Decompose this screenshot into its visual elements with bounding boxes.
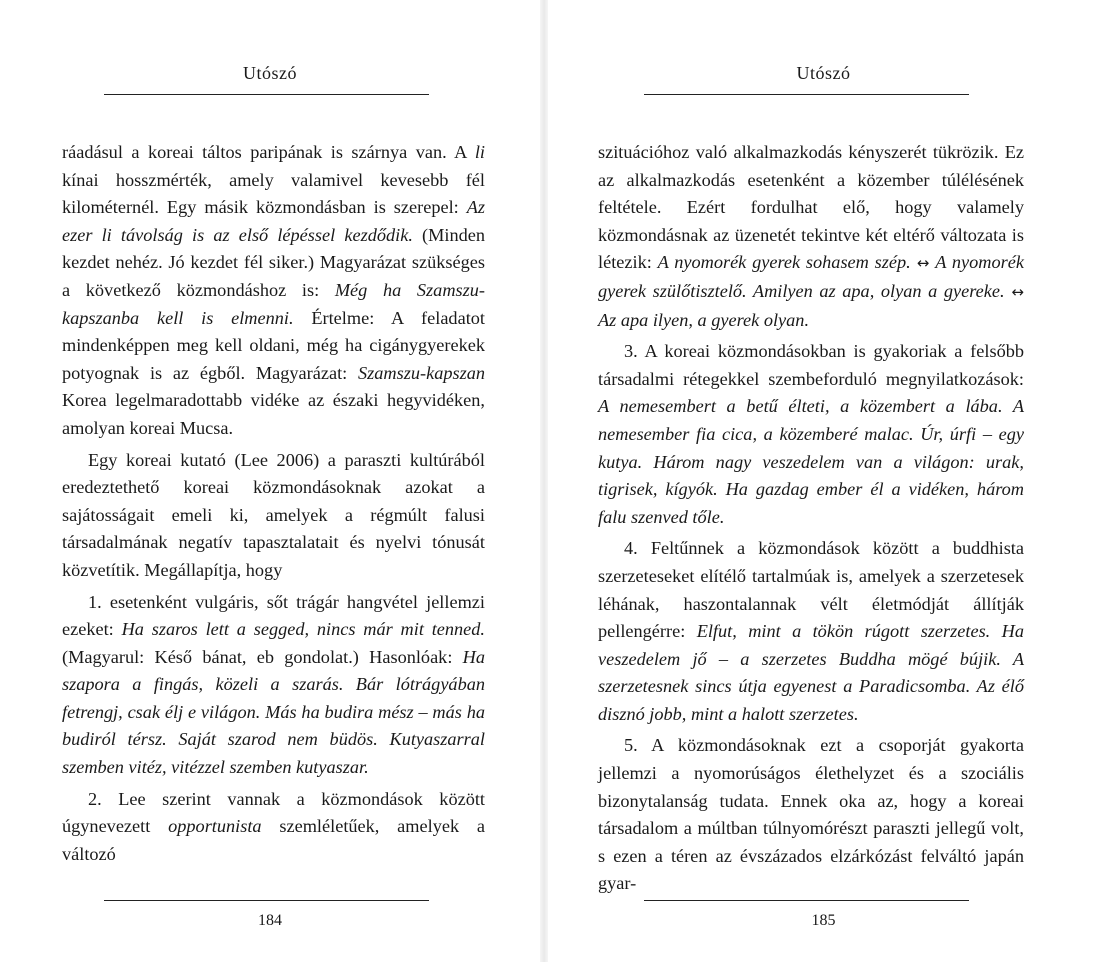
text-run: Korea legelmaradottabb vidéke az északi hegyvidéken, amolyan koreai Mucsa. (62, 390, 485, 438)
paragraph (598, 139, 1024, 334)
text-run: Egy koreai kutató (Lee 2006) a paraszti kultúrából eredeztethető koreai közmondásoknak azokat a sajátosságait emeli ki, amelyek a régmúlt falusi társadalmának negatív tapasztalatait és nyelvi tónusát közvetítik. Megállapítja, hogy (62, 449, 485, 580)
page-number: 185 (811, 912, 836, 929)
italic-run: A nyomorék gyerek szülőtisztelő. Amilyen az apa, olyan a gyereke. (598, 252, 1024, 301)
left-page (0, 0, 540, 962)
italic-run: Szamszu-kapszan (358, 362, 485, 383)
text-run: 5. A közmondásoknak ezt a csoporját gyakorta jellemzi a nyomorúságos élethelyzet és a szociális bizonytalanság tudata. Ennek oka az, hogy a koreai társadalom a múltban túlnyomórészt paraszti jellegű volt, s ezen a téren az évszázados elzárkózást felváltó japán gyar- (598, 735, 1024, 894)
footer-rule (644, 900, 969, 901)
text-run: szituációhoz való alkalmazkodás kényszerét tükrözik. Ez az alkalmazkodás esetenként a közember túlélésének feltétele. Ezért fordulhat elő, hogy valamely közmondásnak az üzenetét tekintve két eltérő változata is létezik: (598, 142, 1024, 273)
header-rule (644, 94, 969, 95)
italic-run: Elfut, mint a tökön rúgott szerzetes. Ha veszedelem jő – a szerzetes Buddha mögé bújik. A szerzetesnek sincs útja egyenest a Paradicsomba. Az élő disznó jobb, mint a halott szerzetes. (598, 621, 1024, 724)
italic-run: A nyomorék gyerek sohasem szép. (657, 252, 911, 273)
text-run: kínai hosszmérték, amely valamivel kevesebb fél kilométernél. Egy másik közmondásban is szerepel: (62, 169, 485, 218)
text-run: 2. Lee szerint vannak a közmondások között úgynevezett (62, 788, 485, 837)
paragraph (62, 447, 485, 585)
italic-run: Ha szaros lett a segged, nincs már mit tenned. (121, 619, 486, 640)
body-text (62, 139, 485, 872)
text-run: 1. esetenként vulgáris, sőt trágár hangvétel jellemzi ezeket: (62, 591, 485, 640)
italic-run: opportunista (168, 816, 262, 837)
italic-run: Ha szapora a fingás, közeli a szarás. Bár lótrágyában fetrengj, csak élj e világon. Más ha budira mész – más ha budiról térsz. Saját szarod nem büdös. Kutyaszarral szemben vitéz, vitézzel szemben kutyaszar. (62, 646, 485, 778)
text-run: (Minden kezdet nehéz. Jó kezdet fél siker.) Magyarázat szükséges a következő közmondáshoz is: (62, 224, 485, 300)
text-run: (Magyarul: Késő bánat, eb gondolat.) Hasonlóak: (62, 646, 463, 667)
italic-run: Az apa ilyen, a gyerek olyan. (598, 309, 810, 330)
text-run: ráadásul a koreai táltos paripának is szárnya van. A (62, 142, 475, 162)
header-rule (104, 94, 429, 95)
book-gutter (540, 0, 548, 962)
text-run: szemléletűek, amelyek a változó (62, 816, 485, 864)
italic-run: Még ha Szamszu-kapszanba kell is elmenni. (62, 279, 485, 328)
italic-run: li (474, 142, 485, 162)
text-run: 3. A koreai közmondásokban is gyakoriak a felsőbb társadalmi rétegekkel szembeforduló megnyilatkozások: (598, 341, 1024, 389)
running-head: Utószó (243, 63, 297, 83)
footer-rule (104, 900, 429, 901)
running-head: Utószó (796, 63, 851, 83)
page-number: 184 (258, 912, 282, 929)
text-run: Értelme: A feladatot mindenképpen meg kell oldani, még ha cigánygyerekek potyognak is az égből. Magyarázat: (62, 307, 485, 383)
list-paragraph (598, 338, 1024, 531)
list-paragraph (598, 732, 1024, 898)
body-text (598, 139, 1024, 902)
text-run: 4. Feltűnnek a közmondások között a buddhista szerzeteseket elítélő tartalmúak is, amelyek a szerzetesek léhának, haszontalannak vélt életmódját állítják pellengérre: (598, 538, 1024, 642)
double-arrow-icon: ↔ (910, 254, 936, 273)
italic-run: A nemesembert a betű élteti, a közembert a lába. A nemesember fia cica, a közemberé malac. Úr, úrfi – egy kutya. Három nagy veszedelem van a világon: urak, tigrisek, kígyók. Ha gazdag ember él a vidéken, három falu szenved tőle. (598, 396, 1024, 527)
list-paragraph (62, 786, 485, 869)
list-paragraph (62, 589, 485, 782)
paragraph (62, 139, 485, 443)
double-arrow-icon: ↔ (1004, 282, 1024, 301)
italic-run: Az ezer li távolság is az első lépéssel kezdődik. (62, 197, 485, 245)
list-paragraph (598, 535, 1024, 728)
right-page (548, 0, 1099, 962)
